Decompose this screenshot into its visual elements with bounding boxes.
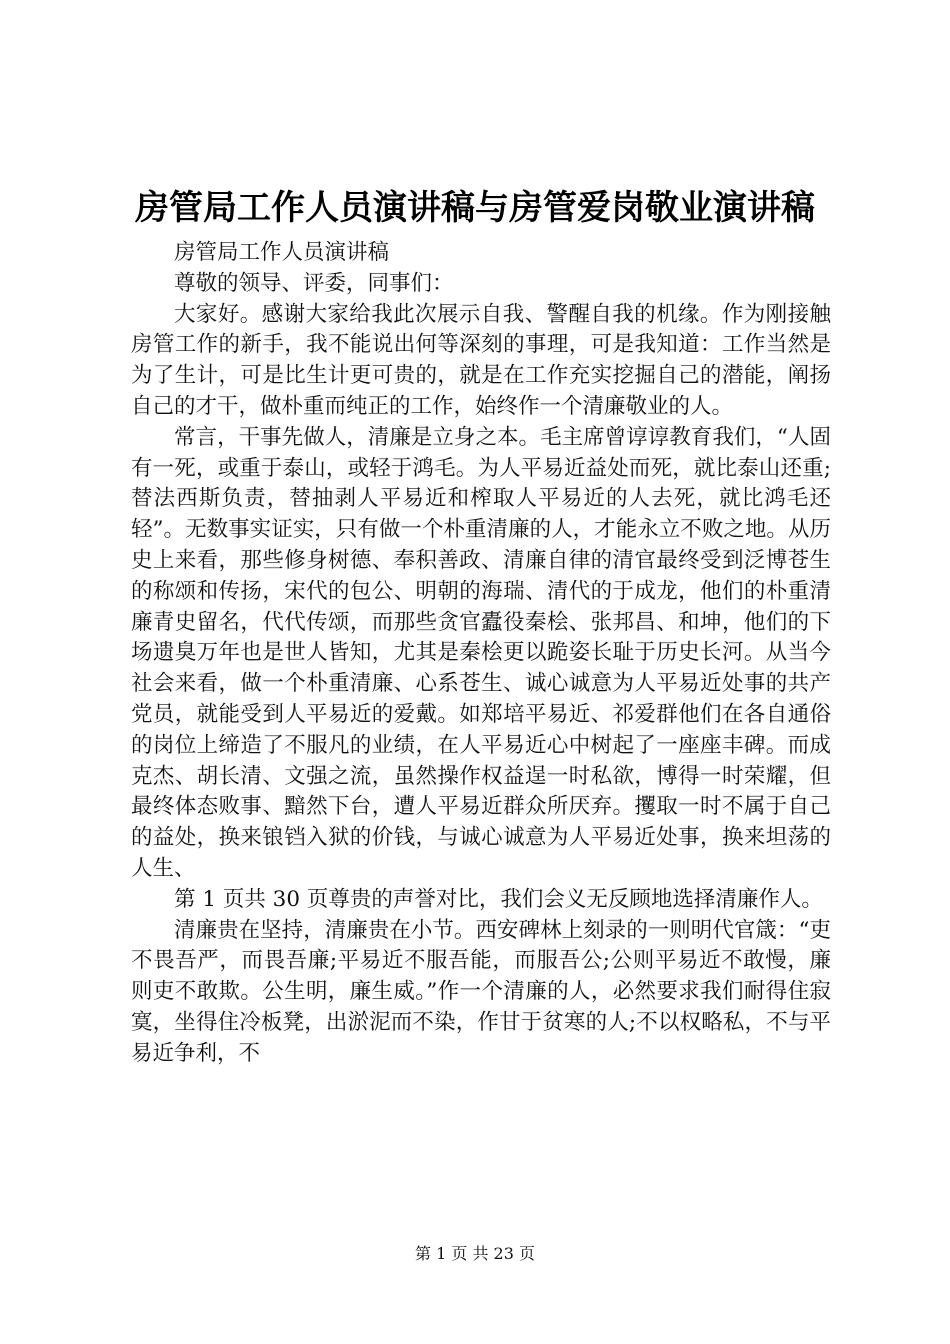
document-title: 房管局工作人员演讲稿与房管爱岗敬业演讲稿 <box>135 188 815 228</box>
paragraph-integrity: 常言，干事先做人，清廉是立身之本。毛主席曾谆谆教育我们，“人固有一死，或重于泰山，或轻于鸿毛。为人平易近益处而死，就比泰山还重;替法西斯负责，替抽剥人平易近和榨取人平易近的人去死，就比鸿毛还轻”。无数事实证实，只有做一个朴重清廉的人，才能永立不败之地。从历史上来看，那些修身树德、奉积善政、清廉自律的清官最终受到泛博苍生的称颂和传扬，宋代的包公、明朝的海瑞、清代的于成龙，他们的朴重清廉青史留名，代代传颂，而那些贪官蠹役秦桧、张邦昌、和坤，他们的下场遗臭万年也是世人皆知，尤其是秦桧更以跪姿长耻于历史长河。从当今社会来看，做一个朴重清廉、心系苍生、诚心诚意为人平易近处事的共产党员，就能受到人平易近的爱戴。如郑培平易近、祁爱群他们在各自通俗的岗位上缔造了不服凡的业绩，在人平易近心中树起了一座座丰碑。而成克杰、胡长清、文强之流，虽然操作权益逞一时私欲，博得一时荣耀，但最终体态败事、黯然下台，遭人平易近群众所厌弃。攫取一时不属于自己的益处，换来锒铛入狱的价钱，与诚心诚意为人平易近处事，换来坦荡的人生、 <box>131 424 831 881</box>
paragraph-intro: 大家好。感谢大家给我此次展示自我、警醒自我的机缘。作为刚接触房管工作的新手，我不能说出何等深刻的事理，可是我知道：工作当然是为了生计，可是比生计更可贵的，就是在工作充实挖掘自己的潜能，阐扬自己的才干，做朴重而纯正的工作，始终作一个清廉敬业的人。 <box>131 301 831 419</box>
document-body <box>131 238 831 1070</box>
paragraph-persistence: 清廉贵在坚持，清廉贵在小节。西安碑林上刻录的一则明代官箴：“吏不畏吾严，而畏吾廉;平易近不服吾能，而服吾公;公则平易近不敢慢，廉则吏不敢欺。公生明，廉生威。”作一个清廉的人，必然要求我们耐得住寂寞，坐得住冷板凳，出淤泥而不染，作甘于贫寒的人;不以权略私，不与平易近争利，不 <box>131 917 831 1066</box>
paragraph-choice: 第 1 页共 30 页尊贵的声誉对比，我们会义无反顾地选择清廉作人。 <box>174 886 823 912</box>
paragraph-salutation: 尊敬的领导、评委，同事们： <box>174 270 454 296</box>
page-footer: 第 1 页 共 23 页 <box>415 1244 535 1263</box>
paragraph-subtitle: 房管局工作人员演讲稿 <box>174 240 390 265</box>
